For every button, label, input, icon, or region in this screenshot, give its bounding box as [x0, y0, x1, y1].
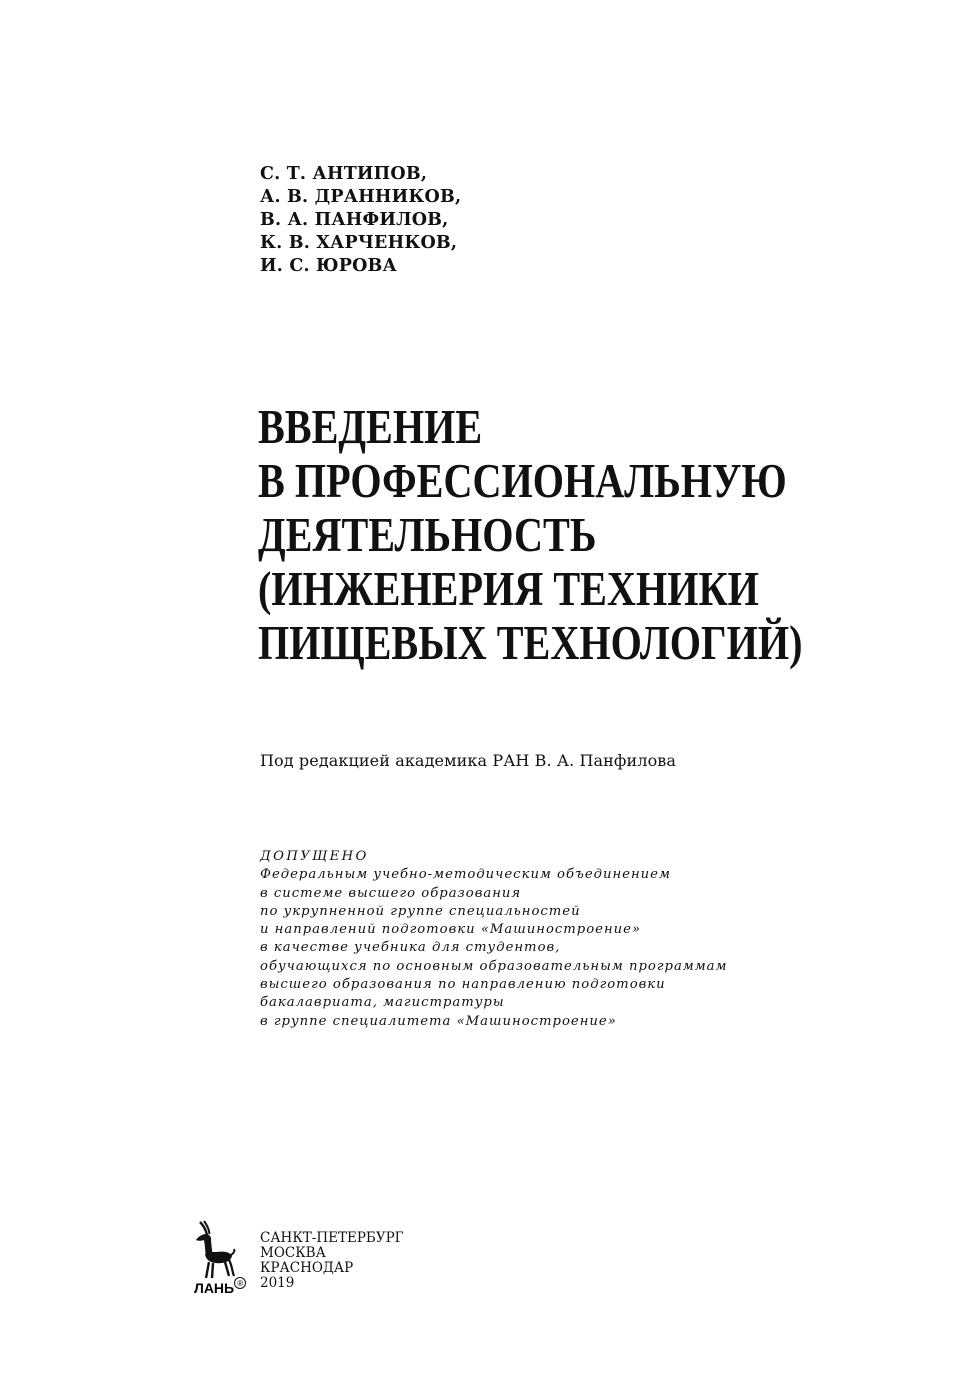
title-line: В ПРОФЕССИОНАЛЬНУЮ — [258, 453, 787, 508]
approval-line: обучающихся по основным образовательным программам — [260, 958, 728, 974]
author-name: В. А. ПАНФИЛОВ, — [260, 210, 449, 230]
publisher-imprint — [260, 1231, 404, 1291]
gazelle-logo-icon — [192, 1218, 248, 1298]
approval-line: в качестве учебника для студентов, — [260, 940, 561, 956]
author-name: И. С. ЮРОВА — [260, 256, 398, 276]
title-line: (ИНЖЕНЕРИЯ ТЕХНИКИ — [258, 561, 759, 616]
imprint-year: 2019 — [260, 1275, 295, 1291]
authors-list — [260, 163, 461, 278]
title-line: ПИЩЕВЫХ ТЕХНОЛОГИЙ) — [258, 615, 803, 670]
approval-heading: ДОПУЩЕНО — [260, 849, 369, 864]
approval-line: и направлений подготовки «Машиностроение» — [260, 922, 642, 938]
editor-note: Под редакцией академика РАН В. А. Панфилова — [260, 751, 677, 770]
approval-line: бакалавриата, магистратуры — [260, 995, 505, 1011]
approval-block — [260, 848, 727, 1031]
approval-line: по укрупненной группе специальностей — [260, 903, 581, 919]
author-name: С. Т. АНТИПОВ, — [260, 164, 428, 184]
imprint-city: САНКТ-ПЕТЕРБУРГ — [260, 1230, 404, 1246]
author-name: А. В. ДРАННИКОВ, — [260, 187, 462, 207]
book-title — [258, 400, 803, 670]
logo-wordmark: ЛАНЬ — [194, 1280, 235, 1296]
approval-line: в системе высшего образования — [260, 885, 522, 901]
imprint-city: МОСКВА — [260, 1245, 326, 1261]
approval-line: Федеральным учебно-методическим объединением — [260, 867, 671, 883]
author-name: К. В. ХАРЧЕНКОВ, — [260, 233, 458, 253]
title-line: ВВЕДЕНИЕ — [258, 399, 483, 454]
title-line: ДЕЯТЕЛЬНОСТЬ — [258, 507, 597, 562]
approval-line: высшего образования по направлению подготовки — [260, 977, 666, 993]
approval-line: в группе специалитета «Машиностроение» — [260, 1013, 617, 1029]
imprint-city: КРАСНОДАР — [260, 1260, 354, 1276]
registered-mark: ® — [237, 1279, 244, 1288]
